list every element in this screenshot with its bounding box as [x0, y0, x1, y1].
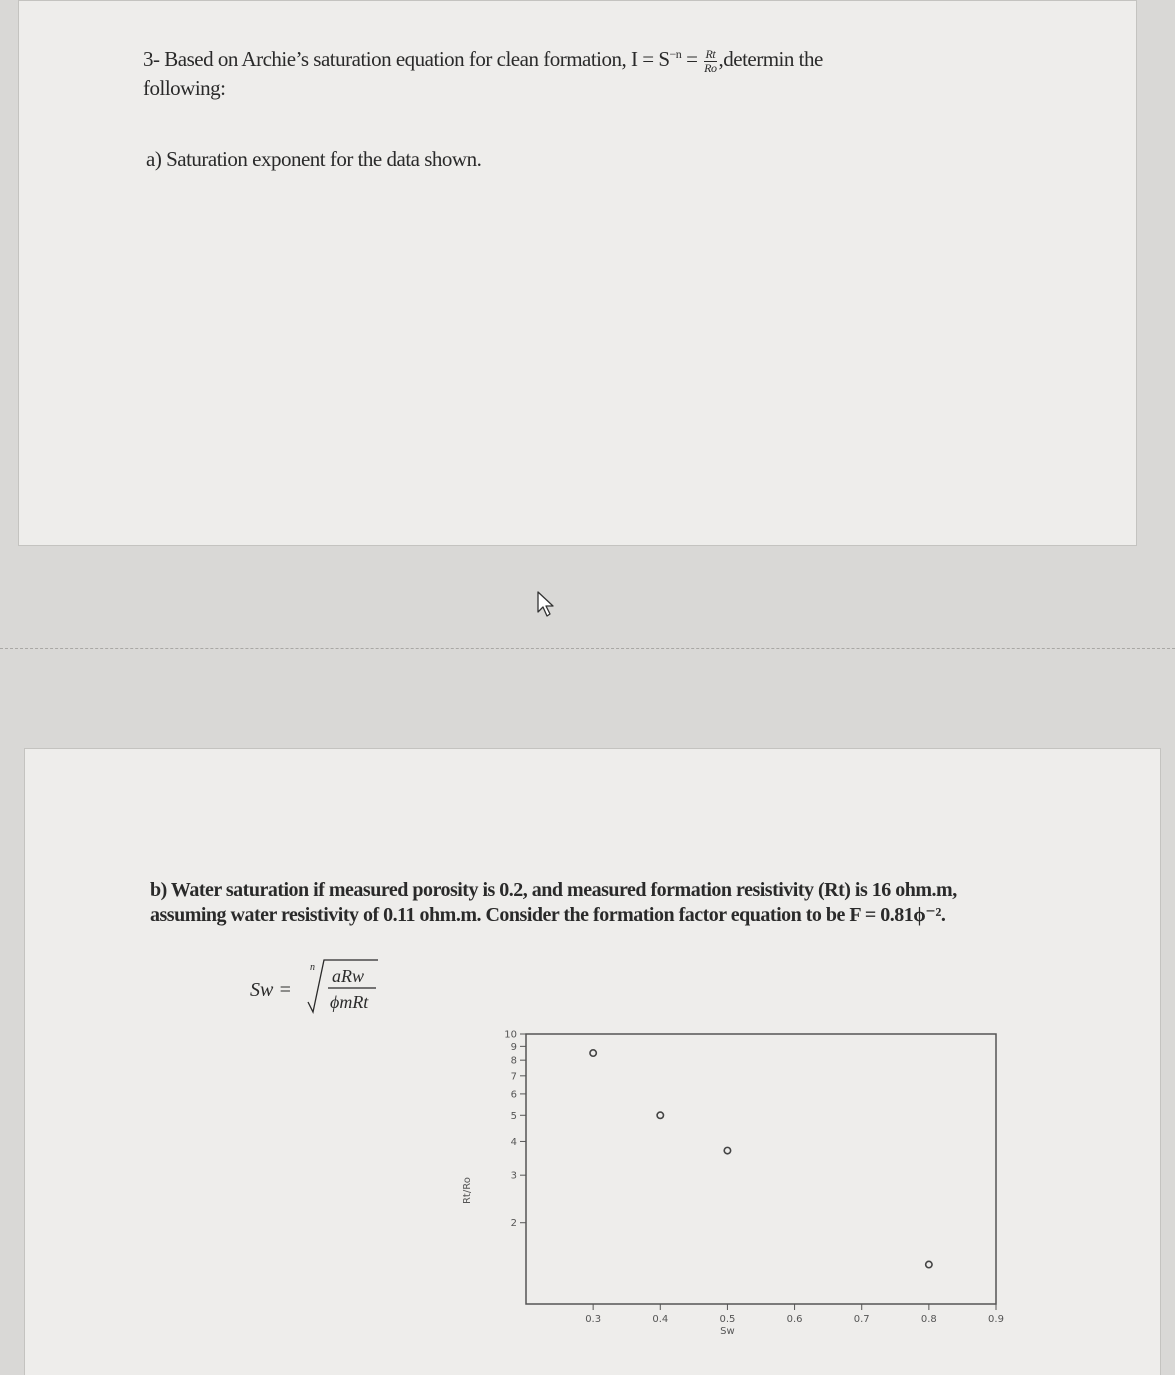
intro-equals: =	[681, 47, 703, 71]
y-tick-label: 4	[510, 1136, 517, 1148]
x-tick-label: 0.5	[719, 1314, 736, 1325]
y-tick-label: 5	[510, 1110, 517, 1122]
sw-formula	[250, 956, 390, 1022]
intro-suffix: ,determin the	[718, 47, 823, 71]
section-divider	[0, 648, 1175, 649]
question-intro	[143, 46, 1043, 102]
mouse-pointer-icon	[536, 590, 556, 618]
intro-exponent: −n	[669, 47, 682, 61]
chart-svg	[448, 1020, 1008, 1360]
y-tick-label: 6	[510, 1089, 517, 1101]
part-a-text: a) Saturation exponent for the data shown.	[146, 147, 482, 171]
x-tick-label: 0.7	[853, 1314, 870, 1325]
formula-numerator: aRw	[332, 966, 365, 986]
data-point	[657, 1112, 663, 1118]
x-tick-label: 0.8	[920, 1314, 937, 1325]
x-tick-label: 0.6	[786, 1314, 803, 1325]
formula-lhs: Sw =	[250, 979, 292, 1001]
formula-root-index: n	[310, 962, 315, 973]
y-tick-label: 10	[504, 1029, 517, 1041]
y-tick-label: 2	[510, 1218, 517, 1230]
formula-denominator: ϕmRt	[330, 992, 369, 1012]
data-point	[724, 1147, 730, 1153]
intro-prefix: 3- Based on Archie’s saturation equation for clean formation, I = S	[143, 47, 670, 71]
x-tick-label: 0.9	[988, 1314, 1004, 1325]
y-tick-label: 3	[510, 1170, 517, 1182]
rt-ro-fraction	[704, 48, 716, 75]
y-axis-label: Rt/Ro	[462, 1177, 473, 1205]
data-points	[590, 1050, 932, 1268]
fraction-numerator: Rt	[705, 46, 716, 61]
x-tick-label: 0.3	[585, 1314, 602, 1325]
y-tick-label: 8	[510, 1055, 517, 1067]
x-axis-ticks	[585, 1304, 1004, 1325]
part-b-text: b) Water saturation if measured porosity is 0.2, and measured formation resistivity (Rt) is 16 ohm.m, assuming water resistivity of 0.11 ohm.m. Consider the formation factor equation to be F = 0.81ϕ⁻².	[150, 879, 957, 927]
y-axis-ticks	[504, 1030, 526, 1230]
fraction-denominator: Ro	[704, 60, 717, 75]
data-point	[590, 1050, 596, 1056]
rt-ro-vs-sw-chart	[448, 1020, 1008, 1360]
x-tick-label: 0.4	[652, 1314, 669, 1325]
y-tick-label: 7	[510, 1071, 517, 1083]
x-axis-label: Sw	[720, 1326, 735, 1337]
y-tick-label: 9	[510, 1041, 517, 1053]
intro-line2: following:	[143, 75, 226, 100]
data-point	[926, 1261, 932, 1267]
